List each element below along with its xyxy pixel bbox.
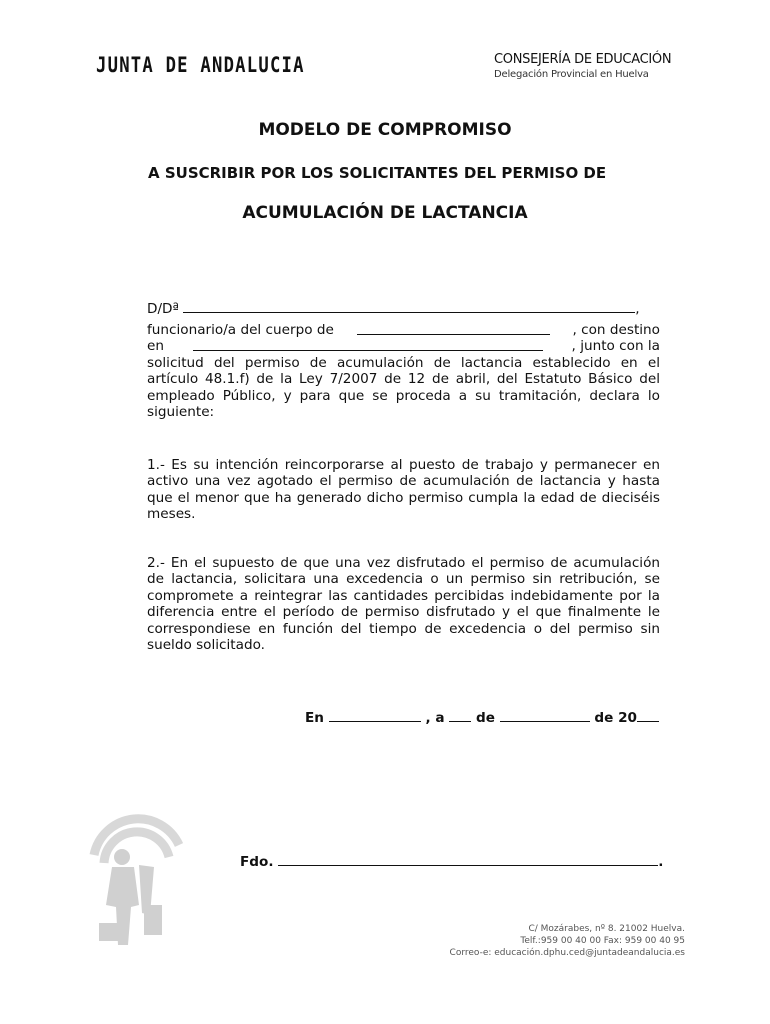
point-1: 1.- Es su intención reincorporarse al puesto de trabajo y permanecer en activo una vez agotado el permiso de acumulación de lactancia y hasta que el menor que ha generado dicho permiso cumpla la edad de dieciséis meses. (147, 457, 660, 523)
date-a-label: , a (425, 710, 445, 726)
document-title: MODELO DE COMPROMISO (258, 120, 512, 140)
funcionario-label: funcionario/a del cuerpo de (147, 322, 334, 338)
fdo-label: Fdo. (240, 854, 274, 870)
intro-paragraph (147, 322, 660, 420)
month-blank[interactable] (500, 709, 590, 722)
footer-email: Correo-e: educación.dphu.ced@juntadeandalucia.es (449, 948, 685, 958)
destino-label: , con destino (572, 322, 660, 338)
footer-address: C/ Mozárabes, nº 8. 21002 Huelva. (528, 924, 685, 934)
junto-label: , junto con la (571, 338, 660, 355)
name-row: D/Dª , (147, 301, 640, 317)
day-blank[interactable] (449, 709, 471, 722)
junta-logo-text: JUNTA DE ANDALUCIA (96, 53, 305, 77)
date-year-label: de 20 (594, 710, 638, 726)
year-blank[interactable] (637, 709, 659, 722)
signature-row: Fdo. . (240, 854, 664, 870)
footer-contact (430, 923, 685, 959)
signature-blank[interactable] (278, 853, 658, 866)
en-label: en (147, 338, 164, 355)
document-topic: ACUMULACIÓN DE LACTANCIA (242, 203, 528, 223)
name-blank[interactable] (183, 300, 635, 313)
date-row (305, 709, 659, 726)
intro-text: solicitud del permiso de acumulación de lactancia establecido en el artículo 48.1.f) de la Ley 7/2007 de 12 de abril, del Estatuto Básico del empleado Público, y para que se proceda a su tramitación, declara lo siguiente: (147, 354, 660, 421)
date-de-label: de (475, 710, 495, 726)
delegation-name: Delegación Provincial en Huelva (494, 69, 649, 80)
footer-phone: Telf.:959 00 40 00 Fax: 959 00 40 95 (520, 936, 685, 946)
cuerpo-blank[interactable] (357, 322, 550, 335)
destino-blank[interactable] (193, 338, 543, 351)
andalucia-emblem-watermark (84, 795, 184, 960)
department-name: CONSEJERÍA DE EDUCACIÓN (494, 52, 672, 67)
place-blank[interactable] (329, 709, 421, 722)
point-2: 2.- En el supuesto de que una vez disfrutado el permiso de acumulación de lactancia, solicitara una excedencia o un permiso sin retribución, se compromete a reintegrar las cantidades percibidas indebidamente por la diferencia entre el período de permiso disfrutado y el que finalmente le correspondiese en función del tiempo de excedencia o del permiso sin sueldo solicitado. (147, 555, 660, 654)
date-en-label: En (305, 710, 324, 726)
document-subtitle: A SUSCRIBIR POR LOS SOLICITANTES DEL PERMISO DE (148, 164, 607, 182)
dd-label: D/Dª (147, 301, 179, 317)
